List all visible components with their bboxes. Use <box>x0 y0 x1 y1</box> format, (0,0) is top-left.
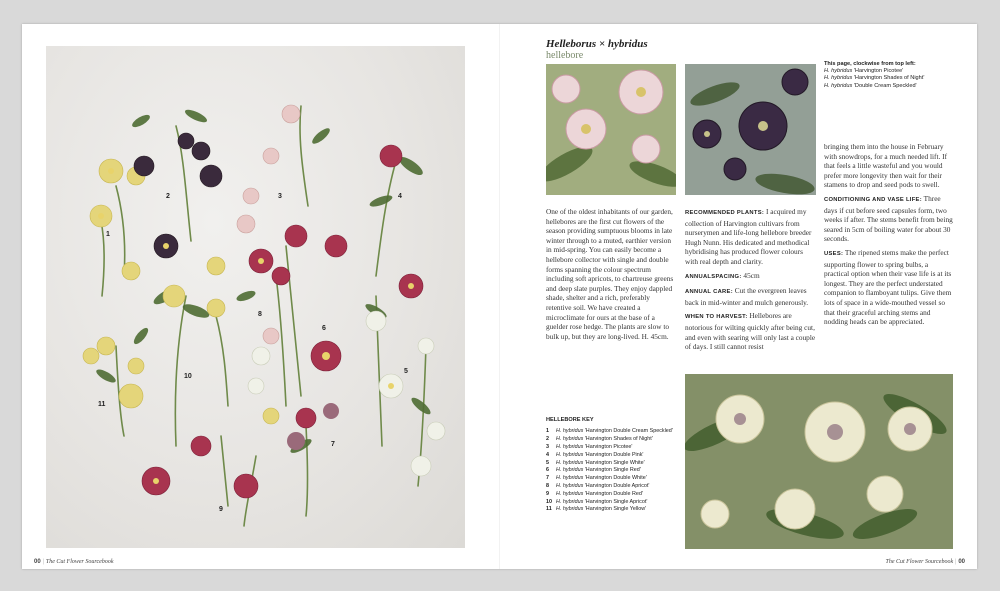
recommended-plants-paragraph: RECOMMENDED PLANTS: I acquired my collection of Harvington cultivars from nurserymen and life-long hellebore breeder Hugh Nunn. His dedicated and methodical hybridising has produced flower colours with real depth and clarity. <box>685 207 812 266</box>
hellebore-flatlay-photo <box>46 46 465 548</box>
conditioning-paragraph: CONDITIONING AND VASE LIFE: Three days if cut before seed capsules form, two weeks if after. The stems benefit from being seared in 5cm of boiling water for about 30 seconds. <box>824 193 953 244</box>
key-item: 8 H. hybridus 'Harvington Double Apricot' <box>546 482 650 489</box>
intro-paragraph: One of the oldest inhabitants of our garden, hellebores are the first cut flowers of the season providing sumptuous blooms in late winter through to a muted, earthier version in mid-spring. You can easily become a hellebore collector with single and double forms spanning the colour spectrum including soft apricots, to chartreuse greens and deep slate purples. They enjoy dappled shade, shelter and a rich, preferably retentive soil. We have created a microclimate for ours at the base of a guelder rose hedge. The plants are slow to bulk up, but they are long-lived. H. 45cm. <box>546 207 674 341</box>
photo-harvington-shades-of-night <box>685 64 816 195</box>
flatlay-label-7: 7 <box>331 441 335 448</box>
flatlay-label-10: 10 <box>184 373 192 380</box>
page-number-right: 00 <box>958 559 965 565</box>
annual-spacing-paragraph: ANNUALSPACING: 45cm <box>685 270 760 280</box>
page-gutter <box>499 24 500 569</box>
book-title-right: The Cut Flower Sourcebook <box>885 559 954 565</box>
flatlay-label-8: 8 <box>258 311 262 318</box>
key-item: 10 H. hybridus 'Harvington Single Apricot' <box>546 498 648 505</box>
book-spread <box>22 24 977 569</box>
caption-line: H. hybridus 'Harvington Shades of Night' <box>824 75 925 82</box>
key-item: 6 H. hybridus 'Harvington Single Red' <box>546 467 641 474</box>
caption-line: H. hybridus 'Double Cream Speckled' <box>824 82 917 89</box>
key-item: 3 H. hybridus 'Harvington Picotee' <box>546 444 633 450</box>
key-item: 2 H. hybridus 'Harvington Shades of Night' <box>546 436 653 443</box>
harvest-continued-paragraph: bringing them into the house in February with snowdrops, for a much needed lift. If that feels a little wasteful and you would prefer more longevity then wait for their stamens to drop and seed pods to swell. <box>824 142 948 190</box>
when-to-harvest-paragraph: WHEN TO HARVEST: Hellebores are notorious for wilting quickly after being cut, and even with searing will only last a couple of days. I still cannot resist <box>685 311 816 352</box>
key-item: 4 H. hybridus 'Harvington Double Pink' <box>546 451 644 458</box>
common-name: hellebore <box>546 50 584 61</box>
text-column-growing <box>685 207 816 356</box>
photo-double-cream-speckled <box>685 374 953 549</box>
flatlay-label-9: 9 <box>219 506 223 513</box>
text-column-uses <box>824 142 955 331</box>
folio-right: The Cut Flower Sourcebook | 00 <box>885 559 965 565</box>
flatlay-label-2: 2 <box>166 193 170 200</box>
text-column-intro <box>546 207 677 345</box>
book-title-left: The Cut Flower Sourcebook <box>45 559 114 565</box>
key-item: 9 H. hybridus 'Harvington Double Red' <box>546 490 643 497</box>
flatlay-label-3: 3 <box>278 193 282 200</box>
flatlay-illustration <box>46 46 465 548</box>
flatlay-label-6: 6 <box>322 325 326 332</box>
key-item: 7 H. hybridus 'Harvington Double White' <box>546 475 647 482</box>
folio-left: 00 | The Cut Flower Sourcebook <box>34 559 114 565</box>
key-item: 1 H. hybridus 'Harvington Double Cream Speckled' <box>546 428 673 435</box>
photo-harvington-picotee <box>546 64 676 195</box>
annual-care-paragraph: ANNUAL CARE: Cut the evergreen leaves back in mid-winter and mulch generously. <box>685 286 809 307</box>
key-item: 11 H. hybridus 'Harvington Single Yellow' <box>546 506 647 513</box>
key-item: 5 H. hybridus 'Harvington Single White' <box>546 459 645 466</box>
page-number-left: 00 <box>34 559 41 565</box>
caption-line: H. hybridus 'Harvington Picotee' <box>824 68 904 75</box>
photo-caption <box>824 61 964 90</box>
key-title: HELLEBORE KEY <box>546 417 594 423</box>
flatlay-label-5: 5 <box>404 368 408 375</box>
hellebore-key <box>546 417 676 514</box>
species-title: Helleborus × hybridus <box>546 38 648 50</box>
flatlay-label-4: 4 <box>398 193 402 200</box>
flatlay-label-1: 1 <box>106 231 110 238</box>
flatlay-label-11: 11 <box>98 401 106 408</box>
caption-title: This page, clockwise from top left: <box>824 61 916 67</box>
uses-paragraph: USES: The ripened stems make the perfect supporting flower to spring bulbs, a practical option when their vase life is at its longest. They are the perfect understated companion to flamboyant tulips. Give them lots of space in a wide-mouthed vessel so that their graceful arching stems and nodding heads can be appreciated. <box>824 247 952 327</box>
